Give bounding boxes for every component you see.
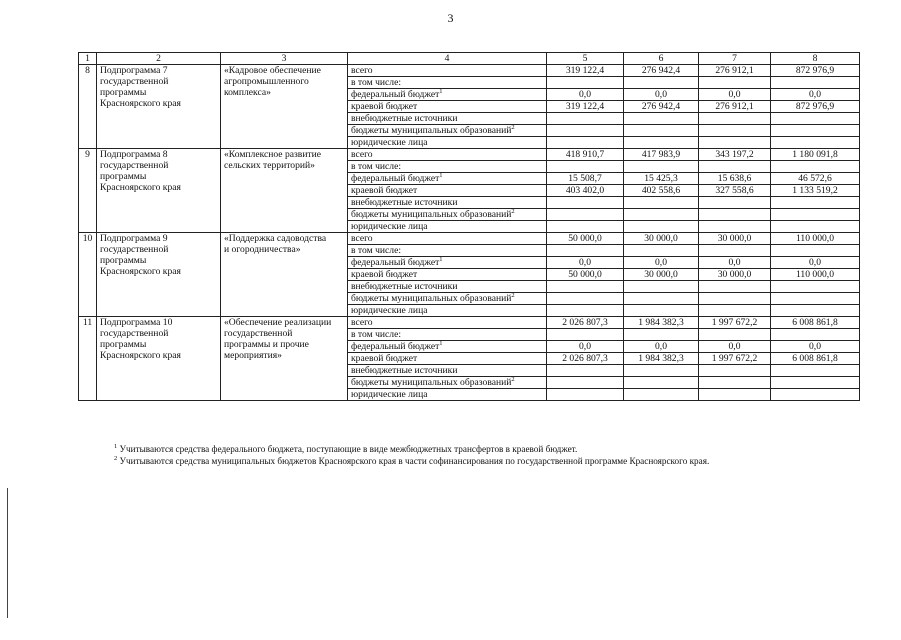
subprogram-title: Подпрограмма 8 государственной программы Красноярского края bbox=[97, 149, 221, 233]
row-number: 8 bbox=[79, 65, 97, 149]
amount-cell: 417 983,9 bbox=[624, 149, 699, 161]
amount-cell: 15 638,6 bbox=[699, 173, 771, 185]
amount-cell bbox=[771, 377, 860, 389]
page-number: 3 bbox=[447, 11, 454, 25]
amount-cell bbox=[699, 281, 771, 293]
amount-cell: 2 026 807,3 bbox=[547, 317, 624, 329]
amount-cell bbox=[771, 221, 860, 233]
amount-cell bbox=[699, 113, 771, 125]
funding-source: всего bbox=[348, 317, 547, 329]
table-row bbox=[79, 149, 860, 161]
scan-margin-line bbox=[7, 488, 8, 618]
funding-source: федеральный бюджет$^1$ bbox=[348, 341, 547, 353]
amount-cell bbox=[547, 209, 624, 221]
amount-cell: 276 942,4 bbox=[624, 65, 699, 77]
footnotes bbox=[114, 443, 709, 467]
amount-cell: 110 000,0 bbox=[771, 269, 860, 281]
budget-table bbox=[78, 52, 860, 401]
amount-cell bbox=[699, 329, 771, 341]
amount-cell: 872 976,9 bbox=[771, 101, 860, 113]
amount-cell bbox=[699, 77, 771, 89]
funding-source: внебюджетные источники bbox=[348, 281, 547, 293]
amount-cell: 1 997 672,2 bbox=[699, 317, 771, 329]
row-number: 11 bbox=[79, 317, 97, 401]
amount-cell bbox=[547, 125, 624, 137]
amount-cell bbox=[699, 197, 771, 209]
amount-cell: 0,0 bbox=[699, 89, 771, 101]
funding-source: бюджеты муниципальных образований$^2$ bbox=[348, 209, 547, 221]
amount-cell bbox=[624, 281, 699, 293]
amount-cell bbox=[771, 365, 860, 377]
header-cell: 6 bbox=[624, 53, 699, 65]
amount-cell: 1 984 382,3 bbox=[624, 317, 699, 329]
amount-cell bbox=[547, 137, 624, 149]
header-cell: 1 bbox=[79, 53, 97, 65]
header-cell: 3 bbox=[221, 53, 348, 65]
funding-source: бюджеты муниципальных образований$^2$ bbox=[348, 377, 547, 389]
amount-cell: 276 912,1 bbox=[699, 101, 771, 113]
funding-source: краевой бюджет bbox=[348, 353, 547, 365]
funding-source: федеральный бюджет$^1$ bbox=[348, 257, 547, 269]
amount-cell: 0,0 bbox=[624, 257, 699, 269]
amount-cell bbox=[624, 137, 699, 149]
amount-cell: 1 133 519,2 bbox=[771, 185, 860, 197]
amount-cell: 110 000,0 bbox=[771, 233, 860, 245]
funding-source: внебюджетные источники bbox=[348, 365, 547, 377]
amount-cell bbox=[699, 377, 771, 389]
funding-source: федеральный бюджет$^1$ bbox=[348, 173, 547, 185]
amount-cell: 46 572,6 bbox=[771, 173, 860, 185]
amount-cell bbox=[699, 125, 771, 137]
funding-source: юридические лица bbox=[348, 221, 547, 233]
subprogram-name: «Комплексное развитие сельских территорий» bbox=[221, 149, 348, 233]
amount-cell bbox=[771, 125, 860, 137]
amount-cell bbox=[771, 137, 860, 149]
funding-source: юридические лица bbox=[348, 305, 547, 317]
amount-cell: 0,0 bbox=[771, 257, 860, 269]
funding-source: в том числе: bbox=[348, 329, 547, 341]
amount-cell bbox=[699, 245, 771, 257]
amount-cell bbox=[771, 161, 860, 173]
amount-cell bbox=[547, 161, 624, 173]
amount-cell bbox=[624, 113, 699, 125]
amount-cell bbox=[547, 305, 624, 317]
funding-source: в том числе: bbox=[348, 161, 547, 173]
subprogram-name: «Кадровое обеспечение агропромышленного комплекса» bbox=[221, 65, 348, 149]
amount-cell: 2 026 807,3 bbox=[547, 353, 624, 365]
amount-cell: 872 976,9 bbox=[771, 65, 860, 77]
table-row bbox=[79, 317, 860, 329]
footnote-1: $^1$ Учитываются средства федерального бюджета, поступающие в виде межбюджетных трансфертов в краевой бюджет. bbox=[114, 442, 578, 454]
amount-cell bbox=[771, 197, 860, 209]
funding-source: юридические лица bbox=[348, 389, 547, 401]
row-number: 9 bbox=[79, 149, 97, 233]
amount-cell bbox=[624, 161, 699, 173]
header-row bbox=[79, 53, 860, 65]
amount-cell: 276 942,4 bbox=[624, 101, 699, 113]
amount-cell: 319 122,4 bbox=[547, 65, 624, 77]
amount-cell bbox=[699, 221, 771, 233]
amount-cell bbox=[771, 329, 860, 341]
amount-cell bbox=[547, 389, 624, 401]
amount-cell bbox=[547, 221, 624, 233]
amount-cell bbox=[547, 365, 624, 377]
amount-cell: 6 008 861,8 bbox=[771, 353, 860, 365]
amount-cell bbox=[624, 305, 699, 317]
amount-cell bbox=[771, 113, 860, 125]
amount-cell bbox=[624, 209, 699, 221]
amount-cell: 0,0 bbox=[624, 341, 699, 353]
header-cell: 5 bbox=[547, 53, 624, 65]
funding-source: федеральный бюджет$^1$ bbox=[348, 89, 547, 101]
funding-source: в том числе: bbox=[348, 245, 547, 257]
funding-source: краевой бюджет bbox=[348, 269, 547, 281]
amount-cell: 30 000,0 bbox=[699, 233, 771, 245]
amount-cell: 343 197,2 bbox=[699, 149, 771, 161]
amount-cell bbox=[624, 245, 699, 257]
amount-cell bbox=[624, 377, 699, 389]
funding-source: всего bbox=[348, 65, 547, 77]
amount-cell: 327 558,6 bbox=[699, 185, 771, 197]
amount-cell: 1 997 672,2 bbox=[699, 353, 771, 365]
funding-source: внебюджетные источники bbox=[348, 197, 547, 209]
funding-source: внебюджетные источники bbox=[348, 113, 547, 125]
funding-source: бюджеты муниципальных образований$^2$ bbox=[348, 125, 547, 137]
amount-cell bbox=[771, 77, 860, 89]
funding-source: краевой бюджет bbox=[348, 101, 547, 113]
amount-cell: 30 000,0 bbox=[699, 269, 771, 281]
amount-cell bbox=[547, 245, 624, 257]
amount-cell: 0,0 bbox=[547, 341, 624, 353]
amount-cell bbox=[699, 293, 771, 305]
funding-source: всего bbox=[348, 149, 547, 161]
amount-cell: 50 000,0 bbox=[547, 233, 624, 245]
amount-cell: 15 508,7 bbox=[547, 173, 624, 185]
amount-cell bbox=[771, 209, 860, 221]
funding-source: бюджеты муниципальных образований$^2$ bbox=[348, 293, 547, 305]
amount-cell bbox=[547, 77, 624, 89]
amount-cell: 1 984 382,3 bbox=[624, 353, 699, 365]
amount-cell bbox=[624, 329, 699, 341]
amount-cell bbox=[699, 365, 771, 377]
amount-cell: 15 425,3 bbox=[624, 173, 699, 185]
amount-cell: 276 912,1 bbox=[699, 65, 771, 77]
amount-cell bbox=[624, 125, 699, 137]
amount-cell bbox=[699, 389, 771, 401]
funding-source: краевой бюджет bbox=[348, 185, 547, 197]
amount-cell: 30 000,0 bbox=[624, 269, 699, 281]
amount-cell bbox=[771, 305, 860, 317]
subprogram-title: Подпрограмма 10 государственной программы Красноярского края bbox=[97, 317, 221, 401]
amount-cell: 30 000,0 bbox=[624, 233, 699, 245]
amount-cell bbox=[547, 329, 624, 341]
amount-cell: 1 180 091,8 bbox=[771, 149, 860, 161]
table-row bbox=[79, 65, 860, 77]
funding-source: юридические лица bbox=[348, 137, 547, 149]
table-row bbox=[79, 233, 860, 245]
subprogram-title: Подпрограмма 7 государственной программы Красноярского края bbox=[97, 65, 221, 149]
header-cell: 7 bbox=[699, 53, 771, 65]
amount-cell: 319 122,4 bbox=[547, 101, 624, 113]
funding-source: в том числе: bbox=[348, 77, 547, 89]
subprogram-title: Подпрограмма 9 государственной программы Красноярского края bbox=[97, 233, 221, 317]
row-number: 10 bbox=[79, 233, 97, 317]
amount-cell bbox=[547, 293, 624, 305]
amount-cell: 418 910,7 bbox=[547, 149, 624, 161]
amount-cell: 403 402,0 bbox=[547, 185, 624, 197]
amount-cell: 0,0 bbox=[547, 89, 624, 101]
funding-source: всего bbox=[348, 233, 547, 245]
amount-cell: 0,0 bbox=[771, 89, 860, 101]
amount-cell bbox=[771, 245, 860, 257]
amount-cell bbox=[624, 389, 699, 401]
amount-cell: 50 000,0 bbox=[547, 269, 624, 281]
amount-cell: 402 558,6 bbox=[624, 185, 699, 197]
amount-cell: 0,0 bbox=[699, 257, 771, 269]
amount-cell bbox=[547, 197, 624, 209]
amount-cell bbox=[699, 209, 771, 221]
header-cell: 8 bbox=[771, 53, 860, 65]
subprogram-name: «Поддержка садоводства и огородничества» bbox=[221, 233, 348, 317]
amount-cell bbox=[699, 137, 771, 149]
amount-cell bbox=[771, 281, 860, 293]
header-cell: 2 bbox=[97, 53, 221, 65]
amount-cell: 0,0 bbox=[699, 341, 771, 353]
footnote-2: $^2$ Учитываются средства муниципальных бюджетов Красноярского края в части софинансирования по государственной программе Красноярского края. bbox=[114, 454, 710, 466]
amount-cell bbox=[771, 293, 860, 305]
amount-cell bbox=[624, 197, 699, 209]
subprogram-name: «Обеспечение реализации государственной программы и прочие мероприятия» bbox=[221, 317, 348, 401]
amount-cell: 0,0 bbox=[547, 257, 624, 269]
amount-cell bbox=[624, 293, 699, 305]
amount-cell bbox=[699, 305, 771, 317]
amount-cell bbox=[547, 113, 624, 125]
amount-cell bbox=[547, 281, 624, 293]
amount-cell bbox=[624, 77, 699, 89]
amount-cell: 6 008 861,8 bbox=[771, 317, 860, 329]
amount-cell bbox=[624, 365, 699, 377]
amount-cell bbox=[547, 377, 624, 389]
amount-cell bbox=[624, 221, 699, 233]
amount-cell: 0,0 bbox=[771, 341, 860, 353]
amount-cell: 0,0 bbox=[624, 89, 699, 101]
amount-cell bbox=[699, 161, 771, 173]
amount-cell bbox=[771, 389, 860, 401]
header-cell: 4 bbox=[348, 53, 547, 65]
